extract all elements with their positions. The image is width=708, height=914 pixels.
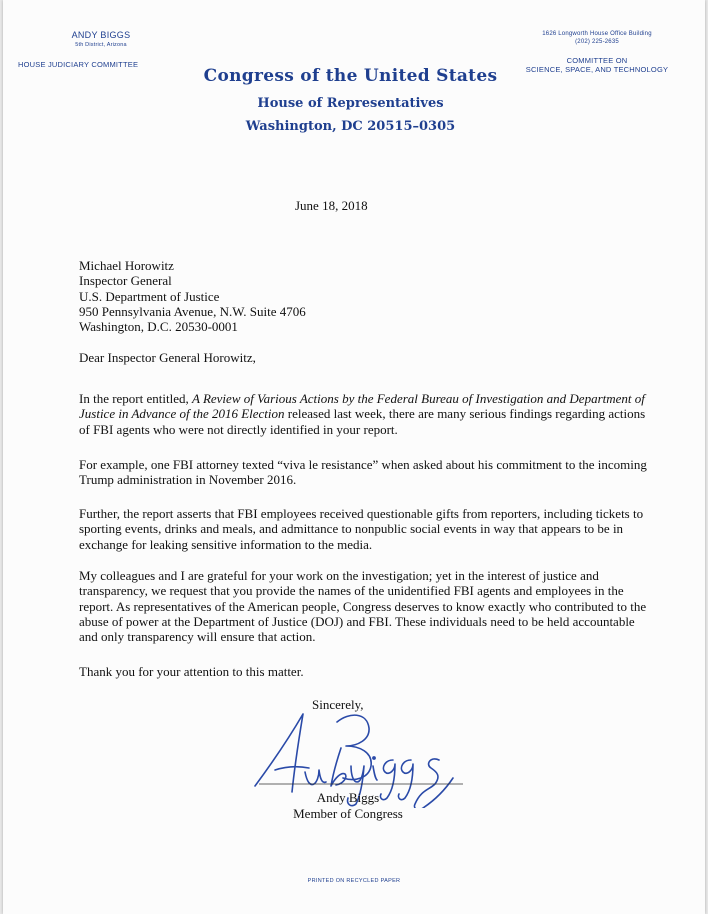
signer-title: Member of Congress [293,806,403,821]
member-district: 5th District, Arizona [75,42,127,48]
paragraph-1 [79,391,654,437]
right-committee-line1: COMMITTEE ON [566,55,628,65]
recipient-line: 950 Pennsylvania Avenue, N.W. Suite 4706 [79,303,306,319]
signature-block [288,790,408,822]
salutation: Dear Inspector General Horowitz, [79,350,256,365]
recipient-line: Washington, D.C. 20530-0001 [79,319,238,335]
letterhead-title: Congress of the United States [203,66,498,86]
left-committee: HOUSE JUDICIARY COMMITTEE [18,60,139,69]
letter-date: June 18, 2018 [295,198,368,213]
recipient-line: Michael Horowitz [79,258,174,273]
paragraph-4: My colleagues and I are grateful for your work on the investigation; yet in the interest of justice and transparency, we request that you provide the names of the unidentified FBI agents and employees in the report. As representatives of the American people, Congress deserves to know exactly who contributed to the abuse of power at the Department of Justice (DOJ) and FBI. These individuals need to be held accountable and only transparency will ensure that action. [79,568,647,645]
recycled-paper-note: PRINTED ON RECYCLED PAPER [307,878,401,884]
member-name: ANDY BIGGS [71,30,131,40]
office-address: 1626 Longworth House Office Building [542,31,652,37]
paragraph-5: Thank you for your attention to this matter. [79,664,304,679]
recipient-line: Inspector General [79,273,172,289]
letter-page [3,0,705,914]
paragraph-1-rest: released last week, there are many serious findings regarding actions of FBI agents who were not directly identified in your report. [79,406,646,437]
letterhead-subtitle: House of Representatives [257,96,444,111]
signer-name: Andy Biggs [316,790,380,805]
member-header [31,30,171,48]
report-title: A Review of Various Actions by the Federal Bureau of Investigation and Department of Justice in Advance of the 2016 Election [79,391,645,422]
paragraph-2: For example, one FBI attorney texted “viva le resistance” when asked about his commitment to the incoming Trump administration in November 2016. [79,457,647,488]
closing: Sincerely, [312,697,364,712]
recipient-line: U.S. Department of Justice [79,288,220,304]
office-phone: (202) 225-2635 [575,38,619,45]
letterhead-city: Washington, DC 20515–0305 [245,119,456,134]
paragraph-3: Further, the report asserts that FBI employees received questionable gifts from reporters, including tickets to sporting events, drinks and meals, and admittance to nonpublic social events in way that appears to be in exchange for leaking sensitive information to the media. [79,506,644,552]
paragraph-1-lead: In the report entitled, [79,391,192,406]
right-committee-line2: SCIENCE, SPACE, AND TECHNOLOGY [525,65,669,75]
recipient-address [79,258,306,334]
